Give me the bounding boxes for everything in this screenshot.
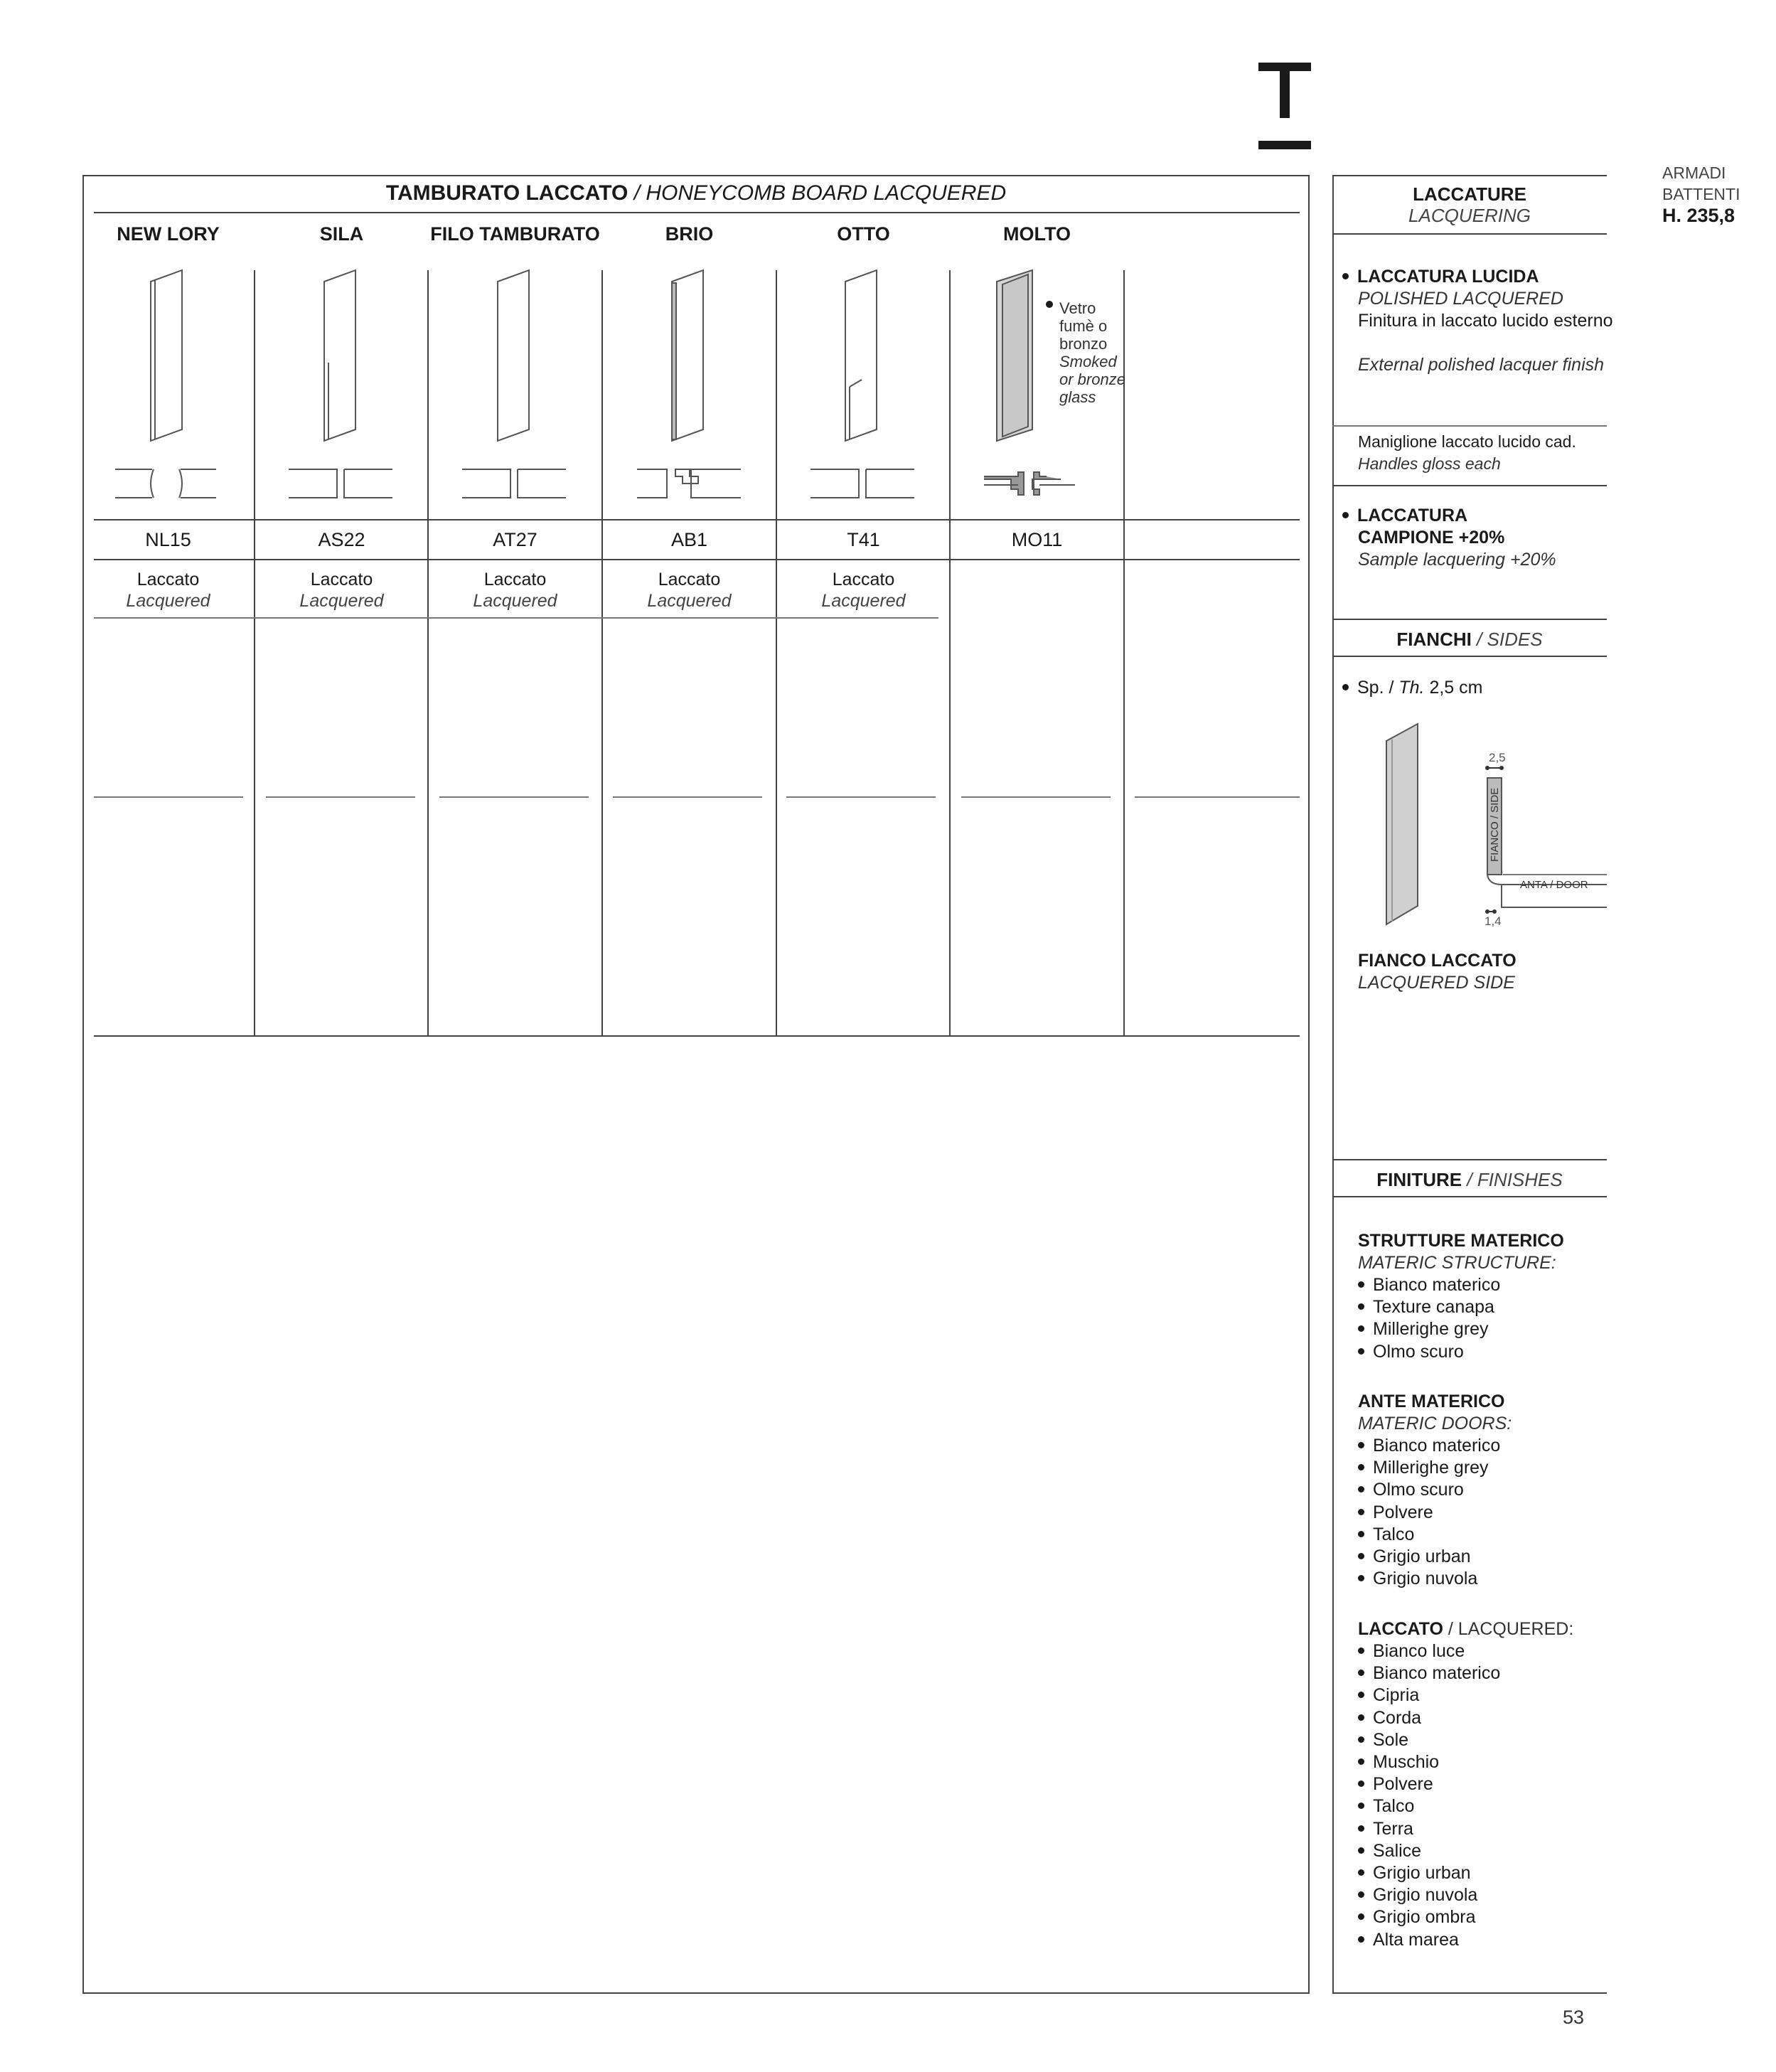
code-as22: AS22 xyxy=(318,529,365,550)
finish-otto: Laccato Lacquered xyxy=(821,570,906,611)
materic-doors: ANTE MATERICO MATERIC DOORS: Bianco materico Millerighe grey Olmo scuro Polvere Talco Grigio urban Grigio nuvola xyxy=(1358,1391,1512,1590)
door-drawings xyxy=(94,263,1125,519)
finish-sila: Laccato Lacquered xyxy=(299,570,384,611)
finish-brio: Laccato Lacquered xyxy=(647,570,732,611)
lacquered-color-item: Corda xyxy=(1358,1707,1573,1729)
materic-structure: STRUTTURE MATERICO MATERIC STRUCTURE: Bianco materico Texture canapa Millerighe grey Olmo scuro xyxy=(1358,1230,1564,1363)
col-header-brio: BRIO xyxy=(665,223,714,245)
lacquered-color-item: Grigio urban xyxy=(1358,1862,1573,1884)
materic-doors-item: Grigio urban xyxy=(1358,1546,1512,1568)
finish-filo: Laccato Lacquered xyxy=(473,570,557,611)
materic-doors-item: Bianco materico xyxy=(1358,1435,1512,1457)
materic-structure-item: Texture canapa xyxy=(1358,1296,1564,1318)
lacquered-color-item: Alta marea xyxy=(1358,1929,1573,1951)
section-label: ARMADI BATTENTI H. 235,8 xyxy=(1662,164,1740,226)
door-new-lory-illustration xyxy=(115,270,216,498)
materic-doors-item: Olmo scuro xyxy=(1358,1479,1512,1501)
door-sila-illustration xyxy=(289,270,392,498)
lacquered-color-item: Bianco luce xyxy=(1358,1640,1573,1662)
col-header-sila: SILA xyxy=(319,223,364,245)
dim-bottom: 1,4 xyxy=(1485,914,1502,928)
code-ab1: AB1 xyxy=(670,529,708,550)
lacquered-side: FIANCO LACCATO LACQUERED SIDE xyxy=(1358,951,1516,993)
sides-thickness: Sp. / Th. 2,5 cm xyxy=(1358,677,1482,699)
sides-heading: FIANCHI / SIDES xyxy=(1396,629,1543,650)
lacquered-color-item: Salice xyxy=(1358,1840,1573,1862)
materic-doors-item: Polvere xyxy=(1358,1502,1512,1524)
materic-doors-item: Talco xyxy=(1358,1524,1512,1546)
lacquered-color-item: Polvere xyxy=(1358,1773,1573,1795)
table-title: TAMBURATO LACCATO / HONEYCOMB BOARD LACQUERED xyxy=(385,181,1007,205)
lacquered-color-item: Talco xyxy=(1358,1795,1573,1817)
lacquered-color-item: Sole xyxy=(1358,1729,1573,1751)
col-header-otto: OTTO xyxy=(837,223,890,245)
page-number: 53 xyxy=(1563,2007,1585,2028)
brand-logo xyxy=(1258,63,1311,149)
materic-structure-item: Bianco materico xyxy=(1358,1274,1564,1296)
col-header-new-lory: NEW LORY xyxy=(117,223,220,245)
door-otto-illustration xyxy=(811,270,914,498)
label-door: ANTA / DOOR xyxy=(1520,879,1588,891)
finish-new-lory: Laccato Lacquered xyxy=(126,570,210,611)
code-t41: T41 xyxy=(847,529,880,550)
polished-lacquer-info: LACCATURA LUCIDA POLISHED LACQUERED Finitura in laccato lucido esterno External polished lacquer finish xyxy=(1358,266,1613,376)
lacquered-color-item: Terra xyxy=(1358,1818,1573,1840)
lacquered-color-item: Grigio nuvola xyxy=(1358,1884,1573,1906)
col-header-molto: MOLTO xyxy=(1003,223,1071,245)
lacquered-color-item: Bianco materico xyxy=(1358,1662,1573,1684)
lacquered-colors: LACCATO / LACQUERED: Bianco luce Bianco materico Cipria Corda Sole Muschio Polvere Talco Terra Salice Grigio urban Grigio nuvola Grigio ombra Alta marea xyxy=(1358,1618,1573,1951)
door-filo-illustration xyxy=(462,270,566,498)
code-mo11: MO11 xyxy=(1011,529,1063,550)
finishes-heading: FINITURE / FINISHES xyxy=(1376,1169,1563,1190)
materic-doors-item: Grigio nuvola xyxy=(1358,1568,1512,1590)
code-nl15: NL15 xyxy=(145,529,191,550)
code-at27: AT27 xyxy=(493,529,537,550)
col-header-filo-tamburato: FILO TAMBURATO xyxy=(430,223,600,245)
lacquered-color-item: Muschio xyxy=(1358,1751,1573,1773)
dim-top: 2,5 xyxy=(1489,751,1506,764)
handles-info: Maniglione laccato lucido cad. Handles gloss each xyxy=(1358,432,1576,473)
lacquering-heading: LACCATURE LACQUERING xyxy=(1408,183,1531,226)
sample-lacquer-info: LACCATURA CAMPIONE +20% Sample lacquering +20% xyxy=(1358,505,1556,571)
label-side: FIANCO / SIDE xyxy=(1489,787,1501,862)
lacquered-color-item: Grigio ombra xyxy=(1358,1906,1573,1928)
materic-doors-item: Millerighe grey xyxy=(1358,1457,1512,1479)
door-brio-illustration xyxy=(637,270,741,498)
materic-structure-item: Millerighe grey xyxy=(1358,1318,1564,1340)
materic-structure-item: Olmo scuro xyxy=(1358,1341,1564,1363)
molto-glass-note: Vetro fumè o bronzo Smoked or bronze glass xyxy=(1059,299,1125,406)
lacquered-color-item: Cipria xyxy=(1358,1684,1573,1707)
